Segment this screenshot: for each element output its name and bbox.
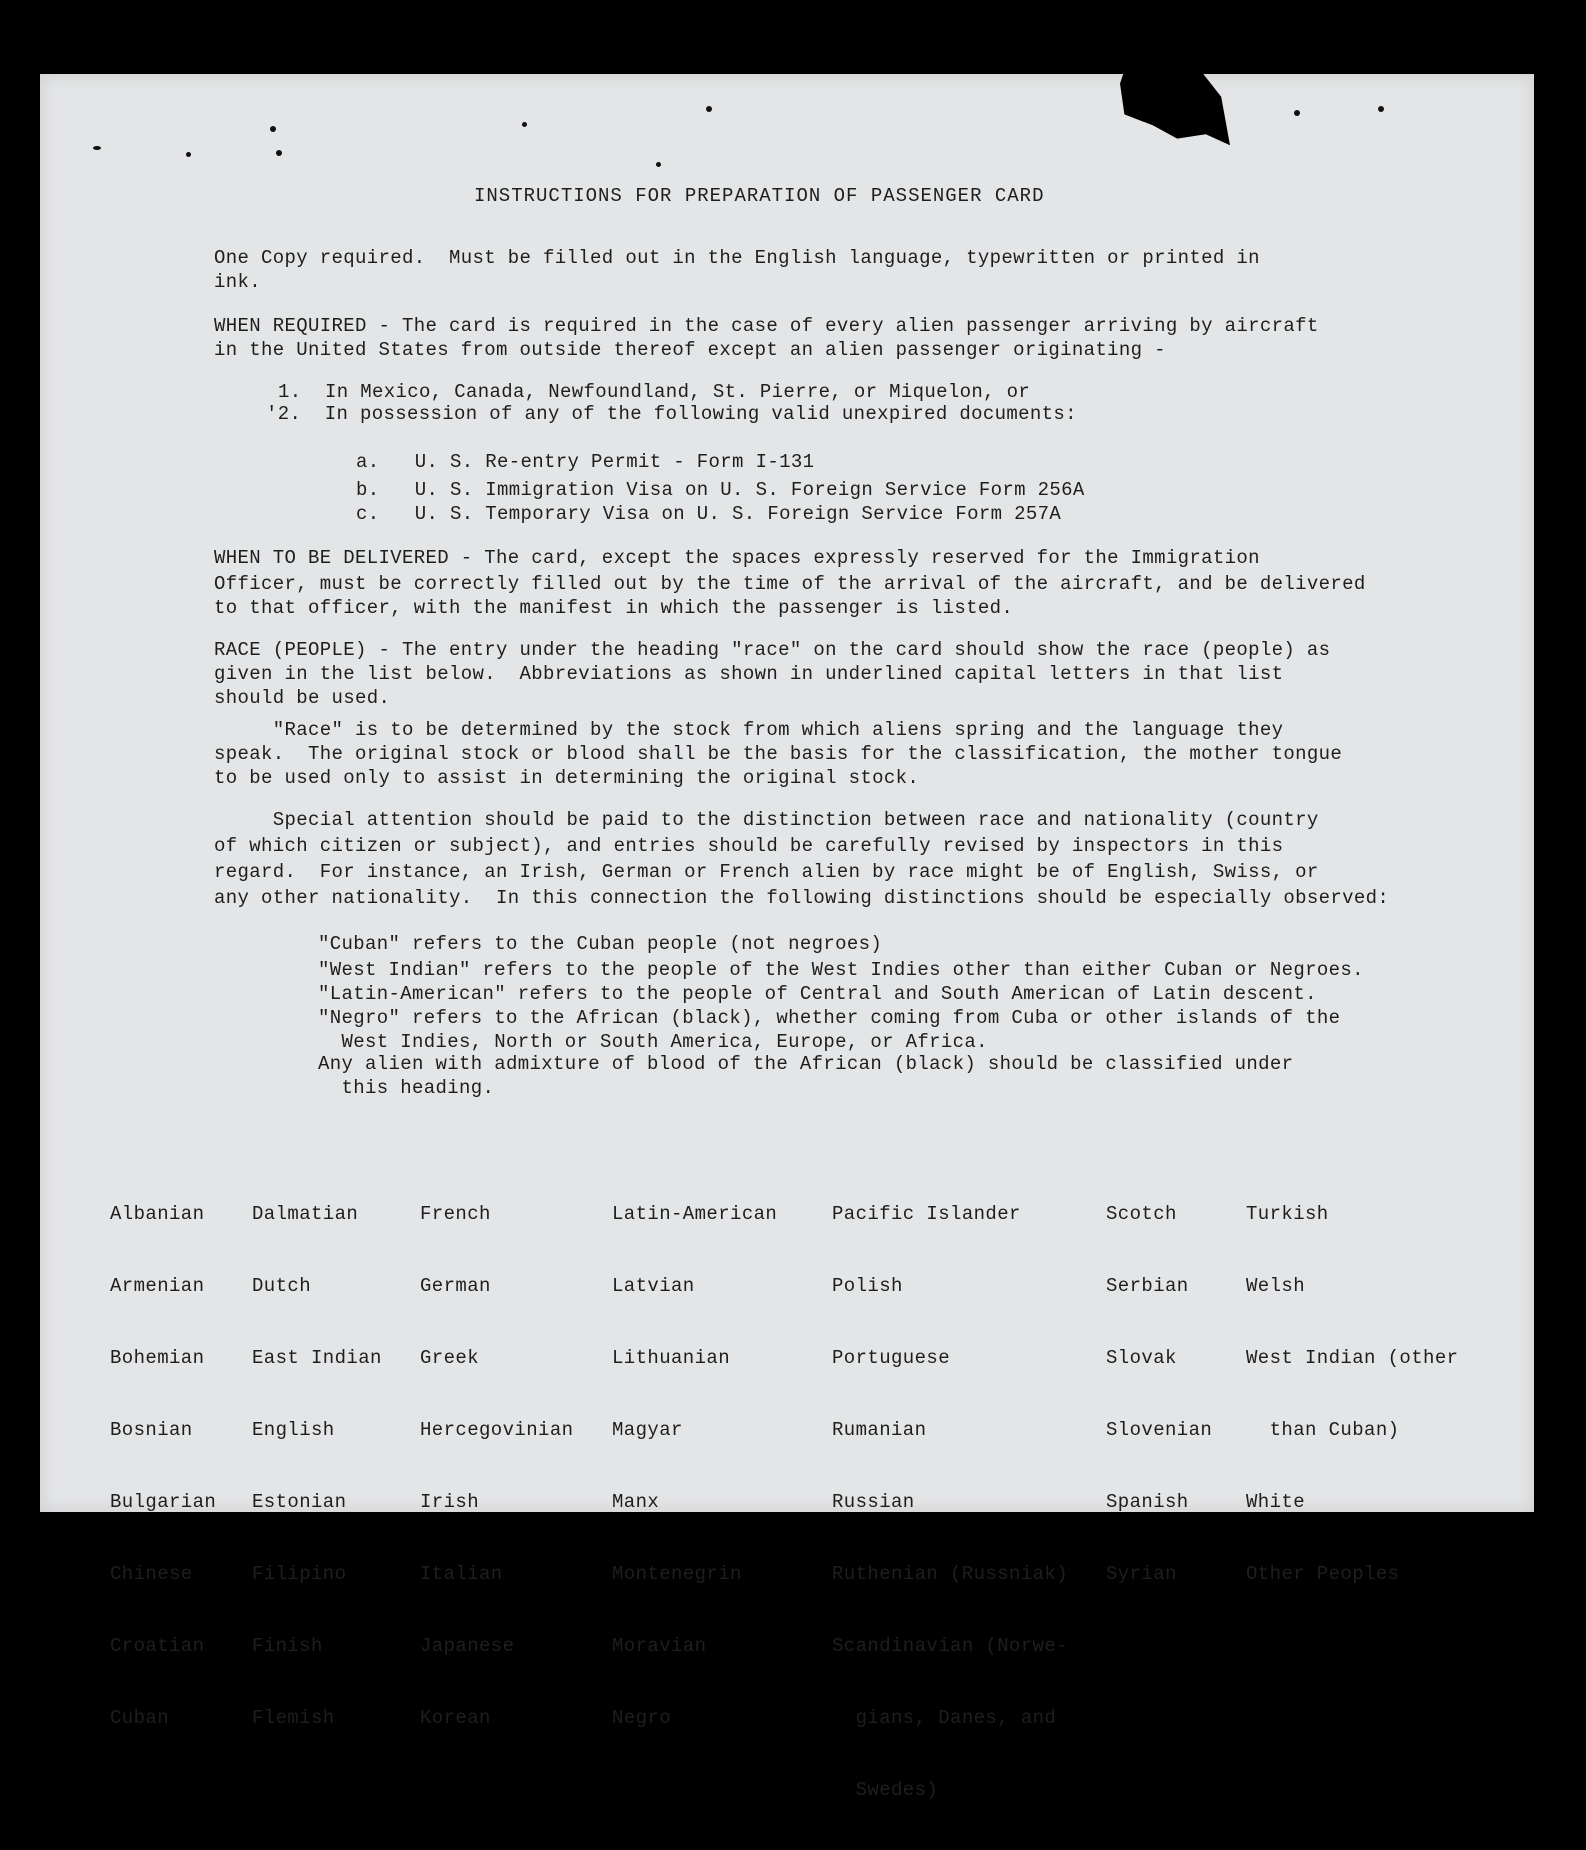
special-attention-line: regard. For instance, an Irish, German or French alien by race might be of English, Swiss, or xyxy=(214,861,1319,883)
intro-line: ink. xyxy=(214,271,262,293)
when-delivered-line: WHEN TO BE DELIVERED - The card, except the spaces expressly reserved for the Immigration xyxy=(214,547,1260,569)
race-column xyxy=(420,1154,573,1778)
race-column xyxy=(612,1154,777,1778)
race-entry: Syrian xyxy=(1106,1563,1177,1585)
distinction-line: "Negro" refers to the African (black), whether coming from Cuba or other islands of the xyxy=(318,1007,1341,1029)
race-entry: English xyxy=(252,1419,335,1441)
when-delivered-line: to that officer, with the manifest in which the passenger is listed. xyxy=(214,597,1014,619)
race-entry: Turkish xyxy=(1246,1203,1329,1225)
race-entry: Swedes) xyxy=(832,1779,939,1801)
ink-speck xyxy=(1378,106,1384,112)
race-entry: Ruthenian (Russniak) xyxy=(832,1563,1069,1585)
race-entry: Bosnian xyxy=(110,1419,193,1441)
race-entry: Bohemian xyxy=(110,1347,205,1369)
document-item: b. U. S. Immigration Visa on U. S. Foreign Service Form 256A xyxy=(356,479,1085,501)
race-definition-line: to be used only to assist in determining the original stock. xyxy=(214,767,920,789)
intro-line: One Copy required. Must be filled out in the English language, typewritten or printed in xyxy=(214,247,1260,269)
race-entry: Armenian xyxy=(110,1275,205,1297)
ink-speck xyxy=(522,122,527,127)
race-entry: Scandinavian (Norwe- xyxy=(832,1635,1069,1657)
race-entry: Flemish xyxy=(252,1707,335,1729)
special-attention-line: Special attention should be paid to the distinction between race and nationality (country xyxy=(214,809,1319,831)
race-entry: Scotch xyxy=(1106,1203,1177,1225)
race-entry: Lithuanian xyxy=(612,1347,731,1369)
condition-item: 1. In Mexico, Canada, Newfoundland, St. Pierre, or Miquelon, or xyxy=(278,381,1031,403)
race-entry: Japanese xyxy=(420,1635,515,1657)
ink-speck xyxy=(706,106,712,112)
race-heading-line: should be used. xyxy=(214,687,391,709)
distinction-line: "Latin-American" refers to the people of Central and South American of Latin descent. xyxy=(318,983,1317,1005)
race-entry: Russian xyxy=(832,1491,915,1513)
when-required-line: in the United States from outside thereof except an alien passenger originating - xyxy=(214,339,1166,361)
instruction-sheet xyxy=(40,74,1534,1801)
race-entry: Dalmatian xyxy=(252,1203,359,1225)
race-entry: White xyxy=(1246,1491,1306,1513)
race-entry: Chinese xyxy=(110,1563,193,1585)
race-entry: German xyxy=(420,1275,491,1297)
race-column xyxy=(832,1154,1068,1850)
race-entry: Spanish xyxy=(1106,1491,1189,1513)
race-entry: Estonian xyxy=(252,1491,347,1513)
page-title: INSTRUCTIONS FOR PREPARATION OF PASSENGER CARD xyxy=(474,185,1045,207)
race-entry: Montenegrin xyxy=(612,1563,742,1585)
special-attention-line: of which citizen or subject), and entries should be carefully revised by inspectors in this xyxy=(214,835,1284,857)
ink-speck xyxy=(1294,110,1300,116)
condition-item: '2. In possession of any of the following valid unexpired documents: xyxy=(266,403,1077,425)
distinction-line: West Indies, North or South America, Europe, or Africa. xyxy=(318,1031,988,1053)
ink-speck xyxy=(186,152,191,157)
when-required-line: WHEN REQUIRED - The card is required in the case of every alien passenger arriving by aircraft xyxy=(214,315,1319,337)
race-column xyxy=(1106,1154,1212,1634)
distinction-line: this heading. xyxy=(318,1077,495,1099)
race-entry: West Indian (other xyxy=(1246,1347,1459,1369)
race-entry: Latin-American xyxy=(612,1203,778,1225)
ink-speck xyxy=(270,126,276,132)
race-heading-line: given in the list below. Abbreviations as shown in underlined capital letters in that list xyxy=(214,663,1284,685)
race-entry: Moravian xyxy=(612,1635,707,1657)
race-entry: Magyar xyxy=(612,1419,683,1441)
race-entry: Finish xyxy=(252,1635,323,1657)
race-column xyxy=(252,1154,382,1778)
race-column xyxy=(110,1154,216,1778)
race-entry: Cuban xyxy=(110,1707,170,1729)
race-entry: Latvian xyxy=(612,1275,695,1297)
ink-speck xyxy=(276,150,282,156)
race-entry: Greek xyxy=(420,1347,480,1369)
race-entry: French xyxy=(420,1203,491,1225)
race-entry: Negro xyxy=(612,1707,672,1729)
race-entry: Hercegovinian xyxy=(420,1419,574,1441)
race-definition-line: speak. The original stock or blood shall be the basis for the classification, the mother tongue xyxy=(214,743,1343,765)
race-entry: Italian xyxy=(420,1563,503,1585)
race-entry: Welsh xyxy=(1246,1275,1306,1297)
document-item: c. U. S. Temporary Visa on U. S. Foreign Service Form 257A xyxy=(356,503,1062,525)
race-entry: Slovak xyxy=(1106,1347,1177,1369)
race-definition-line: "Race" is to be determined by the stock from which aliens spring and the language they xyxy=(214,719,1284,741)
race-entry: Polish xyxy=(832,1275,903,1297)
race-entry: Albanian xyxy=(110,1203,205,1225)
race-entry: Other Peoples xyxy=(1246,1563,1400,1585)
race-entry: gians, Danes, and xyxy=(832,1707,1057,1729)
race-entry: Filipino xyxy=(252,1563,347,1585)
race-heading-line: RACE (PEOPLE) - The entry under the heading "race" on the card should show the race (people) as xyxy=(214,639,1331,661)
race-entry: Serbian xyxy=(1106,1275,1189,1297)
when-delivered-line: Officer, must be correctly filled out by the time of the arrival of the aircraft, and be delivered xyxy=(214,573,1366,595)
distinction-line: "Cuban" refers to the Cuban people (not negroes) xyxy=(318,933,883,955)
distinction-line: "West Indian" refers to the people of the West Indies other than either Cuban or Negroes. xyxy=(318,959,1364,981)
race-entry: Portuguese xyxy=(832,1347,951,1369)
race-entry: than Cuban) xyxy=(1246,1419,1400,1441)
document-item: a. U. S. Re-entry Permit - Form I-131 xyxy=(356,451,815,473)
race-entry: East Indian xyxy=(252,1347,382,1369)
race-entry: Croatian xyxy=(110,1635,205,1657)
race-entry: Pacific Islander xyxy=(832,1203,1021,1225)
race-entry: Bulgarian xyxy=(110,1491,217,1513)
race-entry: Korean xyxy=(420,1707,491,1729)
race-entry: Slovenian xyxy=(1106,1419,1213,1441)
ink-speck xyxy=(656,162,661,167)
race-entry: Manx xyxy=(612,1491,660,1513)
special-attention-line: any other nationality. In this connection the following distinctions should be especially observed: xyxy=(214,887,1390,909)
race-entry: Irish xyxy=(420,1491,480,1513)
race-entry: Dutch xyxy=(252,1275,312,1297)
distinction-line: Any alien with admixture of blood of the African (black) should be classified under xyxy=(318,1053,1294,1075)
race-entry: Rumanian xyxy=(832,1419,927,1441)
race-column xyxy=(1246,1154,1458,1634)
ink-speck xyxy=(93,146,101,150)
